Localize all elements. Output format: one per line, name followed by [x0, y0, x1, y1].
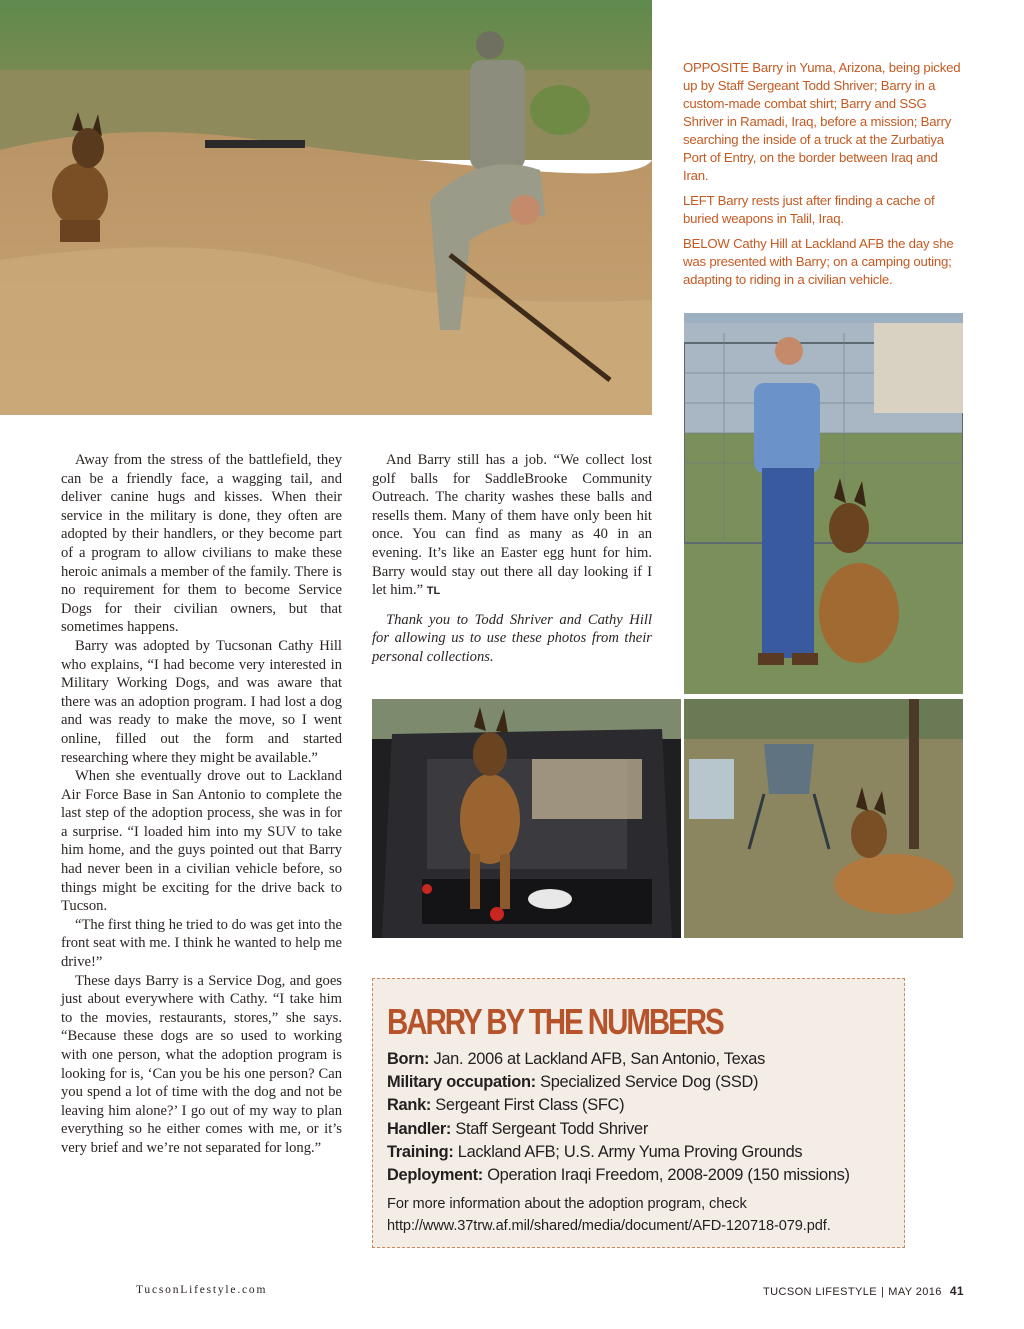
fact-row: [387, 1094, 897, 1117]
article-paragraph: When she eventually drove out to Lackland Air Force Base in San Antonio to complete the last step of the adoption process, she was in for a surprise. “I loaded him into my SUV to take him home, and the guys pointed out that Barry had never been in a civilian vehicle before, so things might be exciting for the drive back to Tucson.: [61, 768, 342, 915]
photo-credits-thanks: Thank you to Todd Shriver and Cathy Hill for allowing us to use these photos from their personal collections.: [372, 611, 652, 665]
cathy-illustration: [684, 313, 963, 694]
fact-label: Military occupation:: [387, 1073, 536, 1092]
footer-magazine: TUCSON LIFESTYLE: [763, 1286, 878, 1298]
fact-label: Training:: [387, 1142, 454, 1161]
article-paragraph: Barry was adopted by Tucsonan Cathy Hill who explains, “I had become very interested in Military Working Dogs, and was aware that there was an adoption program. I had lost a dog and was ready to make the move, so I went online, filled out the form and started researching where they might be available.”: [61, 637, 342, 766]
footer-separator: |: [881, 1286, 885, 1298]
article-paragraph: Away from the stress of the battlefield, they can be a friendly face, a wagging tail, and deliver canine hugs and kisses. When their service in the military is done, they often are adopted by their handlers, or they become part of a program to allow civilians to make these heroic animals a member of the family. There is no requirement for them to become Service Dogs for their civilian owners, but that sometimes happens.: [61, 452, 342, 636]
fact-label: Rank:: [387, 1096, 432, 1115]
battlefield-photo: [0, 0, 652, 415]
article-column-middle: [372, 451, 652, 667]
photo-captions: [683, 59, 965, 296]
box-title: BARRY BY THE NUMBERS: [387, 1001, 723, 1042]
fact-value: Lackland AFB; U.S. Army Yuma Proving Grounds: [453, 1142, 803, 1161]
article-paragraph-text: And Barry still has a job. “We collect lost golf balls for SaddleBrooke Community Outreach. The charity washes these balls and resells them. Many of them have only been hit once. You can find as many as 40 in an evening. It’s like an Easter egg hunt for him. Barry would stay out there all day looking if I let him.”: [372, 452, 652, 599]
caption-opposite: OPPOSITE Barry in Yuma, Arizona, being picked up by Staff Sergeant Todd Shriver; Barry in a custom-made combat shirt; Barry and SSG Shriver in Ramadi, Iraq, before a mission; Barry searching the inside of a truck at the Zurbatiya Port of Entry, on the border between Iraq and Iran.: [683, 60, 961, 183]
article-paragraph: “The first thing he tried to do was get into the front seat with me. I think he wanted to help me drive!”: [61, 916, 342, 971]
fact-row: [387, 1071, 897, 1094]
fact-label: Deployment:: [387, 1166, 483, 1185]
footer-site: TucsonLifestyle.com: [136, 1284, 268, 1296]
article-paragraph: [372, 451, 652, 601]
adoption-info-link[interactable]: For more information about the adoption program, check http://www.37trw.af.mil/shared/media/document/AFD-120718-079.pdf.: [387, 1196, 831, 1234]
article-column-left: [61, 451, 342, 1158]
page-number: 41: [949, 1284, 964, 1298]
article-paragraph: These days Barry is a Service Dog, and goes just about everywhere with Cathy. “I take him to the movies, restaurants, stores,” she says. “Because these dogs are so used to working with one person, what the adoption program is looking for is, ‘Can you be his one person? Can you spend a lot of time with the dog and not be leaving him alone?’ I go out of my way to plan everything so he either comes with me, or it’s very brief and we’re not separated for long.”: [61, 972, 342, 1156]
facts-list: [387, 1048, 897, 1187]
barry-in-suv-photo: [372, 699, 681, 938]
battlefield-illustration: [0, 0, 652, 415]
barry-by-the-numbers-box: [372, 978, 905, 1248]
fact-row: [387, 1048, 897, 1071]
cathy-with-barry-photo: [684, 313, 963, 694]
fact-row: [387, 1164, 897, 1187]
end-mark: TL: [426, 585, 441, 598]
camping-illustration: [684, 699, 963, 938]
fact-value: Specialized Service Dog (SSD): [535, 1073, 759, 1092]
caption-left: LEFT Barry rests just after finding a cache of buried weapons in Talil, Iraq.: [683, 193, 935, 226]
fact-row: [387, 1141, 897, 1164]
suv-illustration: [372, 699, 681, 938]
barry-camping-photo: [684, 699, 963, 938]
fact-value: Sergeant First Class (SFC): [431, 1096, 625, 1115]
fact-row: [387, 1118, 897, 1141]
fact-value: Staff Sergeant Todd Shriver: [451, 1119, 649, 1138]
caption-below: BELOW Cathy Hill at Lackland AFB the day she was presented with Barry; on a camping outing; adapting to riding in a civilian vehicle.: [683, 236, 954, 287]
fact-label: Born:: [387, 1050, 430, 1068]
footer-folio: [763, 1284, 964, 1298]
fact-value: Operation Iraqi Freedom, 2008-2009 (150 missions): [482, 1166, 850, 1185]
fact-label: Handler:: [387, 1119, 452, 1138]
footer-issue: MAY 2016: [888, 1286, 942, 1298]
fact-value: Jan. 2006 at Lackland AFB, San Antonio, Texas: [429, 1050, 766, 1068]
